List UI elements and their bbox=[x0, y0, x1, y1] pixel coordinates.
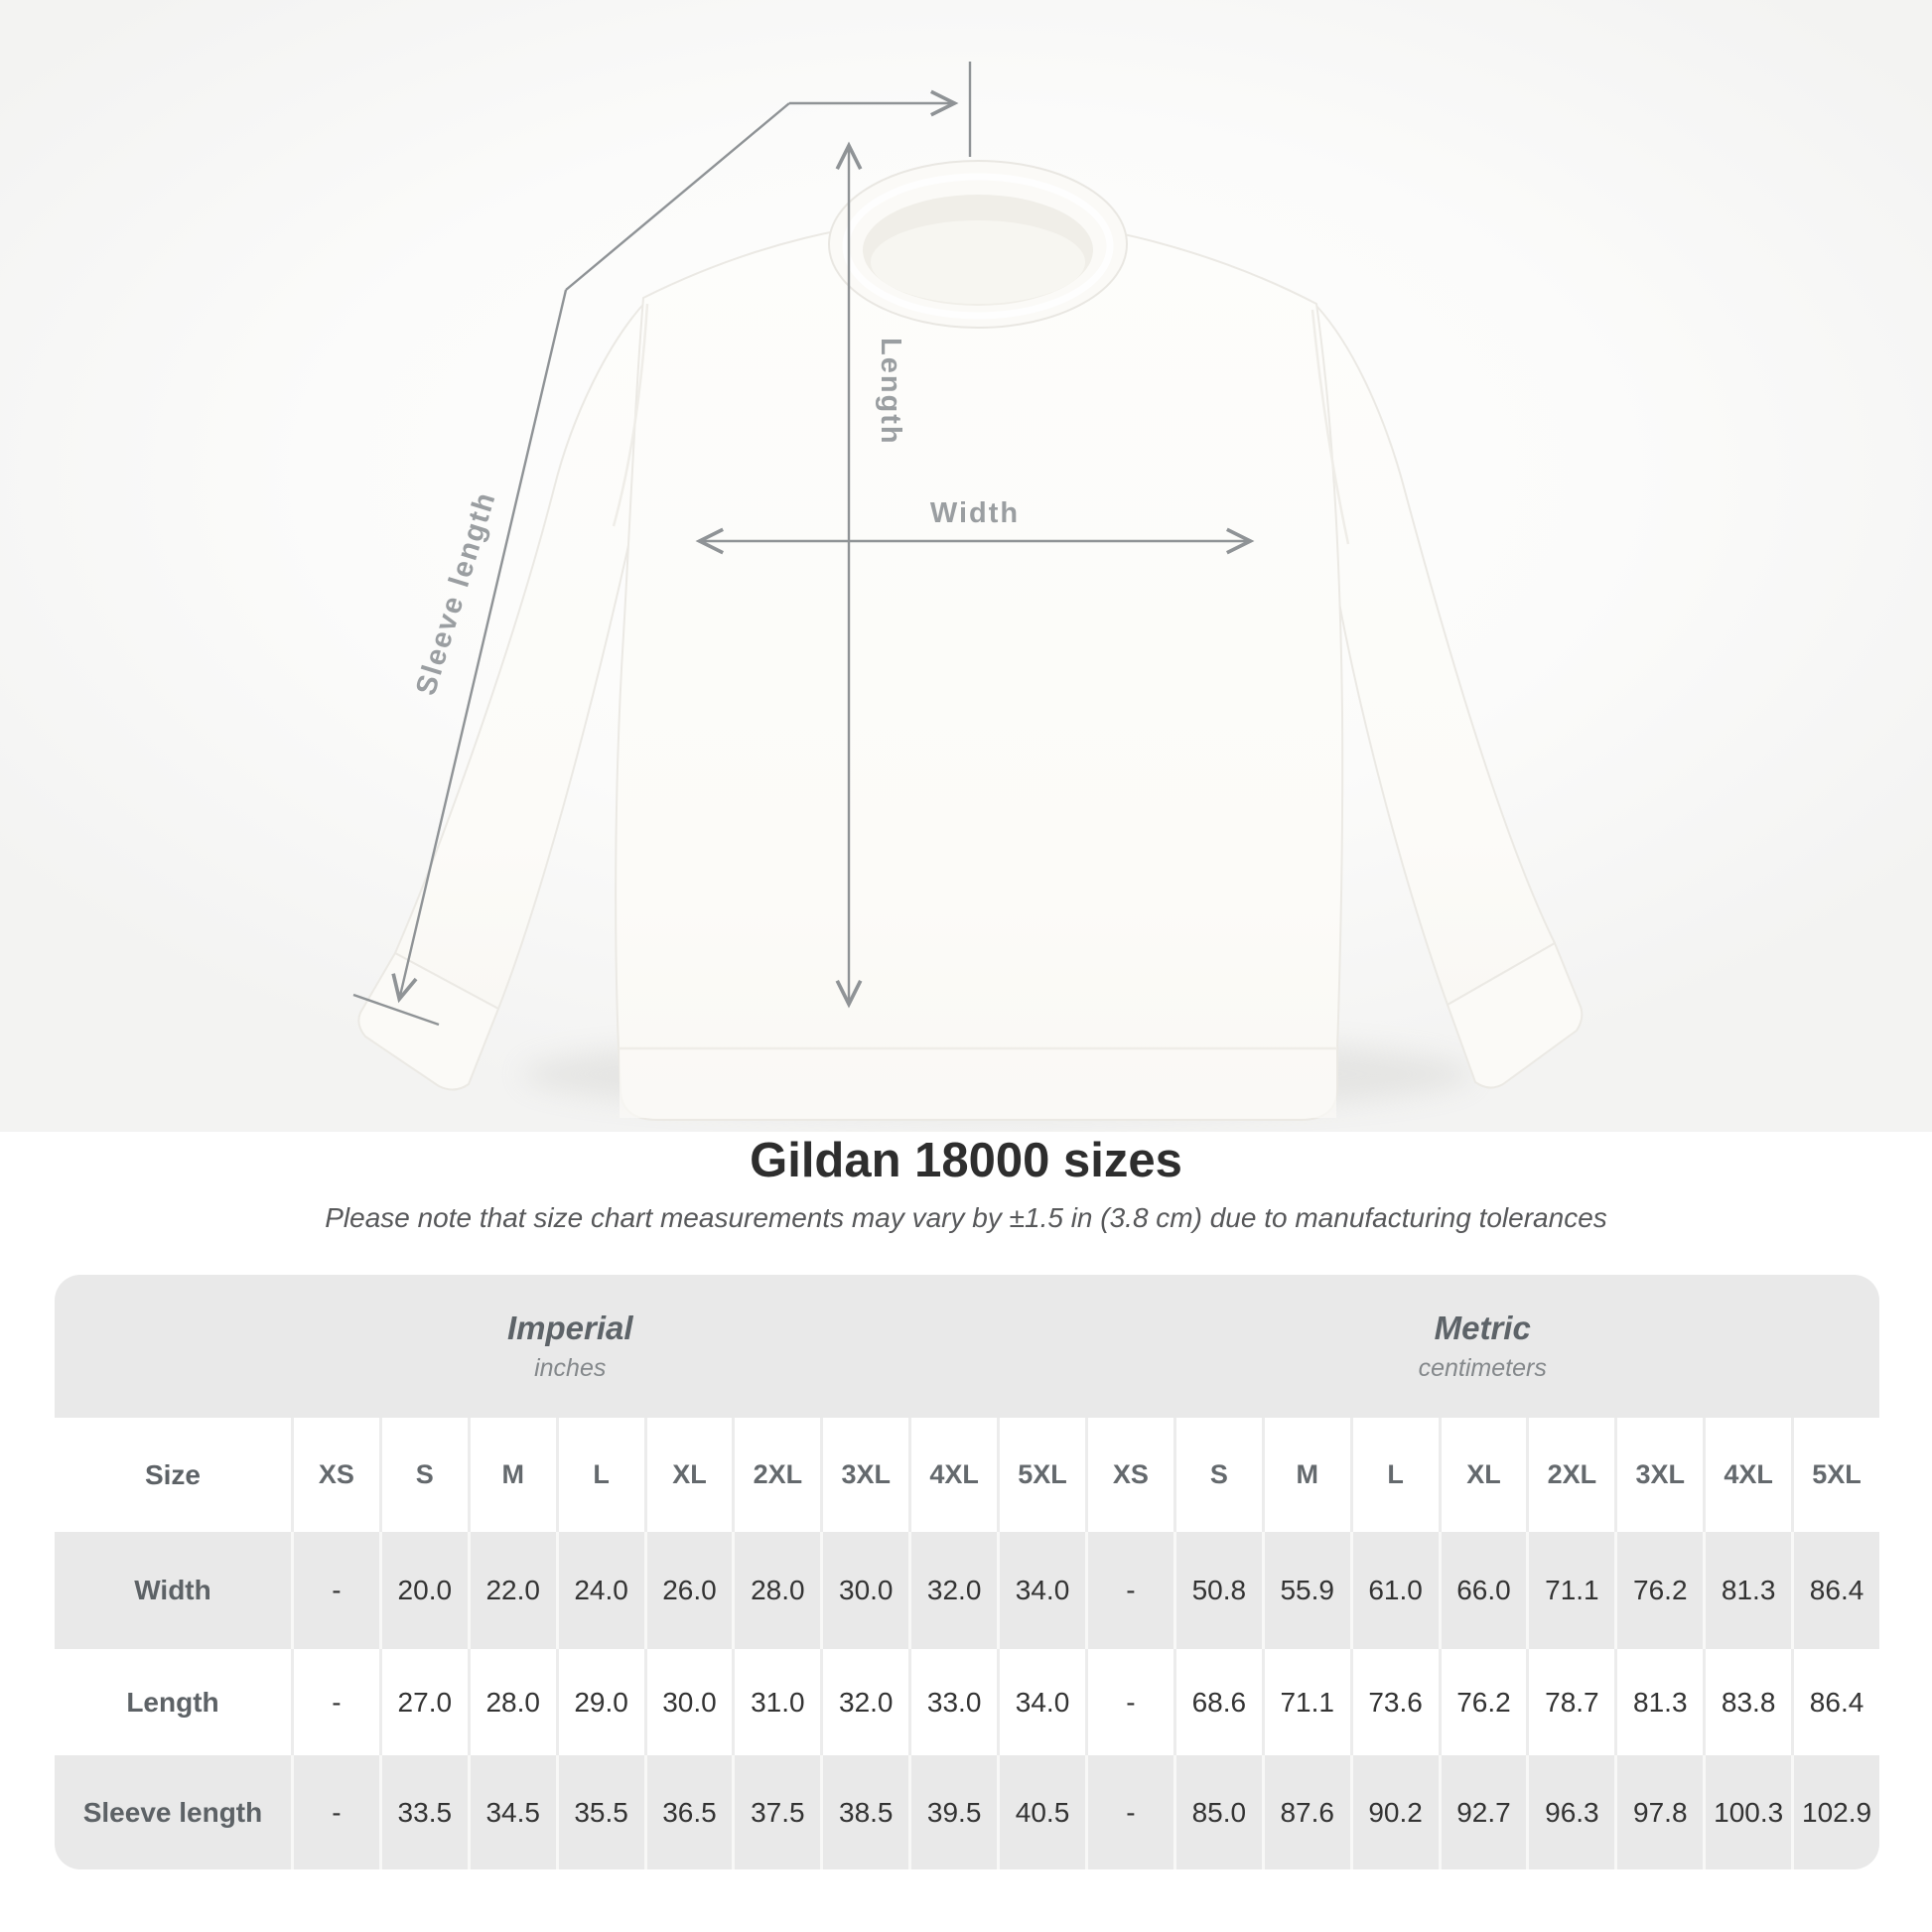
size-col-header-metric: XS bbox=[1085, 1418, 1173, 1532]
value-cell-metric: 68.6 bbox=[1173, 1649, 1262, 1755]
value-cell-metric: 66.0 bbox=[1439, 1532, 1527, 1649]
measurement-row bbox=[55, 1649, 1879, 1755]
value-cell-metric: 81.3 bbox=[1703, 1532, 1791, 1649]
value-cell-metric: 100.3 bbox=[1703, 1755, 1791, 1869]
size-col-header-imperial: 4XL bbox=[908, 1418, 997, 1532]
width-label: Width bbox=[929, 497, 1021, 529]
value-cell-imperial: 36.5 bbox=[644, 1755, 733, 1869]
value-cell-imperial: 34.0 bbox=[997, 1532, 1085, 1649]
value-cell-imperial: 32.0 bbox=[908, 1532, 997, 1649]
value-cell-imperial: 31.0 bbox=[732, 1649, 820, 1755]
size-header-row bbox=[55, 1418, 1879, 1532]
row-label: Width bbox=[134, 1575, 211, 1605]
value-cell-metric: 71.1 bbox=[1262, 1649, 1350, 1755]
value-cell-imperial: 30.0 bbox=[644, 1649, 733, 1755]
size-col-header-metric: 5XL bbox=[1791, 1418, 1879, 1532]
value-cell-imperial: 24.0 bbox=[556, 1532, 644, 1649]
unit-header-band bbox=[55, 1275, 1879, 1418]
value-cell-metric: 61.0 bbox=[1350, 1532, 1439, 1649]
value-cell-imperial: 28.0 bbox=[468, 1649, 556, 1755]
value-cell-imperial: 20.0 bbox=[379, 1532, 468, 1649]
value-cell-metric: 83.8 bbox=[1703, 1649, 1791, 1755]
value-cell-imperial: 32.0 bbox=[820, 1649, 908, 1755]
value-cell-metric: 96.3 bbox=[1526, 1755, 1614, 1869]
value-cell-metric: 102.9 bbox=[1791, 1755, 1879, 1869]
size-corner-header: Size bbox=[144, 1458, 201, 1490]
size-col-header-metric: 3XL bbox=[1614, 1418, 1703, 1532]
row-label: Sleeve length bbox=[82, 1796, 263, 1828]
imperial-subtitle: inches bbox=[534, 1354, 607, 1382]
value-cell-metric: 97.8 bbox=[1614, 1755, 1703, 1869]
value-cell-imperial: - bbox=[291, 1755, 379, 1869]
row-label: Length bbox=[126, 1686, 219, 1718]
value-cell-imperial: 35.5 bbox=[556, 1755, 644, 1869]
value-cell-metric: 76.2 bbox=[1614, 1532, 1703, 1649]
value-cell-metric: 92.7 bbox=[1439, 1755, 1527, 1869]
value-cell-metric: 81.3 bbox=[1614, 1649, 1703, 1755]
size-col-header-metric: S bbox=[1173, 1418, 1262, 1532]
value-cell-metric: 78.7 bbox=[1526, 1649, 1614, 1755]
measurement-row bbox=[55, 1532, 1879, 1649]
tolerance-note: Please note that size chart measurements may vary by ±1.5 in (3.8 cm) due to manufacturing tolerances bbox=[325, 1202, 1607, 1233]
size-col-header-imperial: 2XL bbox=[732, 1418, 820, 1532]
hem-band bbox=[620, 1050, 1336, 1118]
size-table bbox=[55, 1275, 1879, 1869]
value-cell-metric: 86.4 bbox=[1791, 1649, 1879, 1755]
length-label: Length bbox=[875, 338, 906, 446]
value-cell-metric: 85.0 bbox=[1173, 1755, 1262, 1869]
value-cell-imperial: 22.0 bbox=[468, 1532, 556, 1649]
size-col-header-imperial: 3XL bbox=[820, 1418, 908, 1532]
value-cell-imperial: 30.0 bbox=[820, 1532, 908, 1649]
value-cell-metric: - bbox=[1085, 1649, 1173, 1755]
value-cell-imperial: 33.5 bbox=[379, 1755, 468, 1869]
value-cell-imperial: 37.5 bbox=[732, 1755, 820, 1869]
value-cell-metric: 87.6 bbox=[1262, 1755, 1350, 1869]
value-cell-metric: 55.9 bbox=[1262, 1532, 1350, 1649]
imperial-title: Imperial bbox=[506, 1310, 633, 1346]
sleeve-length-label: Sleeve length bbox=[410, 487, 502, 700]
value-cell-imperial: 34.0 bbox=[997, 1649, 1085, 1755]
value-cell-imperial: 40.5 bbox=[997, 1755, 1085, 1869]
value-cell-imperial: 34.5 bbox=[468, 1755, 556, 1869]
page-title: Gildan 18000 sizes bbox=[750, 1134, 1182, 1187]
metric-header bbox=[1085, 1275, 1879, 1418]
value-cell-metric: 71.1 bbox=[1526, 1532, 1614, 1649]
size-col-header-metric: L bbox=[1350, 1418, 1439, 1532]
right-sleeve bbox=[1316, 306, 1555, 1005]
imperial-header bbox=[55, 1275, 1085, 1418]
size-col-header-imperial: L bbox=[556, 1418, 644, 1532]
size-col-header-imperial: M bbox=[468, 1418, 556, 1532]
value-cell-metric: 86.4 bbox=[1791, 1532, 1879, 1649]
value-cell-imperial: - bbox=[291, 1649, 379, 1755]
value-cell-metric: - bbox=[1085, 1532, 1173, 1649]
metric-title: Metric bbox=[1434, 1310, 1531, 1346]
value-cell-imperial: - bbox=[291, 1532, 379, 1649]
size-col-header-metric: 2XL bbox=[1526, 1418, 1614, 1532]
value-cell-imperial: 33.0 bbox=[908, 1649, 997, 1755]
collar-inner-back bbox=[871, 220, 1085, 304]
size-col-header-imperial: S bbox=[379, 1418, 468, 1532]
value-cell-imperial: 26.0 bbox=[644, 1532, 733, 1649]
value-cell-imperial: 27.0 bbox=[379, 1649, 468, 1755]
size-grid bbox=[55, 1418, 1879, 1869]
value-cell-imperial: 28.0 bbox=[732, 1532, 820, 1649]
size-col-header-metric: 4XL bbox=[1703, 1418, 1791, 1532]
value-cell-imperial: 29.0 bbox=[556, 1649, 644, 1755]
value-cell-metric: 50.8 bbox=[1173, 1532, 1262, 1649]
value-cell-imperial: 38.5 bbox=[820, 1755, 908, 1869]
value-cell-metric: - bbox=[1085, 1755, 1173, 1869]
size-col-header-imperial: XS bbox=[291, 1418, 379, 1532]
value-cell-imperial: 39.5 bbox=[908, 1755, 997, 1869]
measurement-row bbox=[55, 1755, 1879, 1869]
sweatshirt-body bbox=[616, 215, 1342, 1120]
sweatshirt-illustration bbox=[358, 161, 1582, 1120]
size-col-header-metric: M bbox=[1262, 1418, 1350, 1532]
value-cell-metric: 73.6 bbox=[1350, 1649, 1439, 1755]
size-col-header-metric: XL bbox=[1439, 1418, 1527, 1532]
value-cell-metric: 76.2 bbox=[1439, 1649, 1527, 1755]
value-cell-metric: 90.2 bbox=[1350, 1755, 1439, 1869]
size-col-header-imperial: XL bbox=[644, 1418, 733, 1532]
metric-subtitle: centimeters bbox=[1418, 1354, 1547, 1382]
size-col-header-imperial: 5XL bbox=[997, 1418, 1085, 1532]
